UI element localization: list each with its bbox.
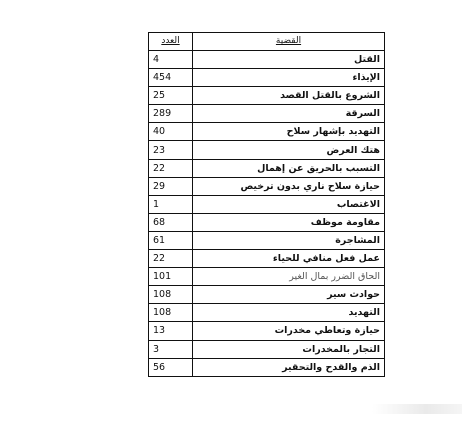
table-row bbox=[149, 159, 385, 177]
crime-cell: الاغتصاب bbox=[193, 195, 385, 213]
crime-cell: التسبب بالحريق عن إهمال bbox=[193, 159, 385, 177]
table-row bbox=[149, 69, 385, 87]
table-row bbox=[149, 358, 385, 376]
crime-cell: التهديد bbox=[193, 304, 385, 322]
table-header-row bbox=[149, 33, 385, 51]
table-row bbox=[149, 250, 385, 268]
table-row bbox=[149, 268, 385, 286]
table-row bbox=[149, 87, 385, 105]
table-row bbox=[149, 51, 385, 69]
crime-cell: الذم والقدح والتحقير bbox=[193, 358, 385, 376]
crime-cell: هتك العرض bbox=[193, 141, 385, 159]
crime-cell: حيازة وتعاطي مخدرات bbox=[193, 322, 385, 340]
count-cell: 454 bbox=[149, 69, 193, 87]
crime-cell: القتل bbox=[193, 51, 385, 69]
count-cell: 101 bbox=[149, 268, 193, 286]
table-row bbox=[149, 213, 385, 231]
table-row bbox=[149, 123, 385, 141]
crime-cell: المشاجرة bbox=[193, 231, 385, 249]
count-cell: 22 bbox=[149, 159, 193, 177]
count-cell: 29 bbox=[149, 177, 193, 195]
table-row bbox=[149, 322, 385, 340]
crime-cell: مقاومة موظف bbox=[193, 213, 385, 231]
crime-cell: حوادث سير bbox=[193, 286, 385, 304]
count-cell: 56 bbox=[149, 358, 193, 376]
crime-cell: الحاق الضرر بمال الغير bbox=[193, 268, 385, 286]
table-row bbox=[149, 340, 385, 358]
scan-artifact bbox=[372, 404, 462, 414]
header-crime: القضية bbox=[193, 33, 385, 51]
count-cell: 68 bbox=[149, 213, 193, 231]
table-row bbox=[149, 141, 385, 159]
count-cell: 61 bbox=[149, 231, 193, 249]
count-cell: 4 bbox=[149, 51, 193, 69]
count-cell: 23 bbox=[149, 141, 193, 159]
crime-cell: التجار بالمخدرات bbox=[193, 340, 385, 358]
count-cell: 3 bbox=[149, 340, 193, 358]
crime-cell: الإيذاء bbox=[193, 69, 385, 87]
crime-cell: حيازة سلاح ناري بدون ترخيص bbox=[193, 177, 385, 195]
table-row bbox=[149, 286, 385, 304]
count-cell: 22 bbox=[149, 250, 193, 268]
crime-cell: عمل فعل منافي للحياء bbox=[193, 250, 385, 268]
table-row bbox=[149, 195, 385, 213]
count-cell: 25 bbox=[149, 87, 193, 105]
crime-cell: التهديد بإشهار سلاح bbox=[193, 123, 385, 141]
count-cell: 40 bbox=[149, 123, 193, 141]
header-count: العدد bbox=[149, 33, 193, 51]
crime-cell: السرقة bbox=[193, 105, 385, 123]
table-row bbox=[149, 231, 385, 249]
table-row bbox=[149, 105, 385, 123]
crime-statistics-table bbox=[148, 32, 385, 377]
count-cell: 108 bbox=[149, 286, 193, 304]
count-cell: 108 bbox=[149, 304, 193, 322]
table-row bbox=[149, 304, 385, 322]
table-row bbox=[149, 177, 385, 195]
count-cell: 1 bbox=[149, 195, 193, 213]
crime-cell: الشروع بالقتل القصد bbox=[193, 87, 385, 105]
count-cell: 13 bbox=[149, 322, 193, 340]
count-cell: 289 bbox=[149, 105, 193, 123]
